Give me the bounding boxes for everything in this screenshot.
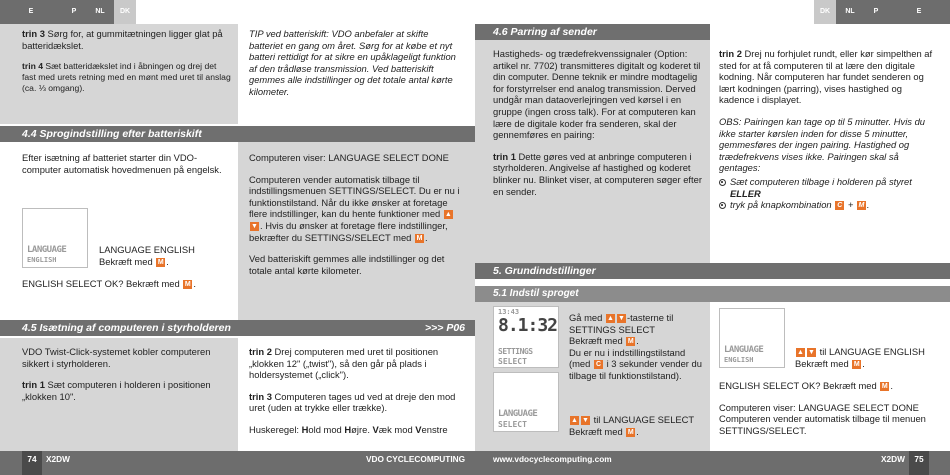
caption-line: Bekræft med (99, 255, 156, 267)
m-key-icon: M (184, 281, 191, 289)
right-footer (475, 451, 950, 475)
down-key-icon: ▼ (617, 315, 625, 323)
c-key-icon: C (595, 361, 601, 369)
s44-col2-p1: Computeren viser: LANGUAGE SELECT DONE (249, 152, 449, 163)
bullet-item: Sæt computeren tilbage i holderen på styret (719, 176, 933, 188)
bullet-or: ELLER (730, 187, 761, 199)
page-number: 74 (22, 451, 42, 475)
lcd-line: SELECT (498, 357, 527, 366)
lcd-line: LANGUAGE (27, 245, 67, 255)
down-key-icon: ▼ (808, 349, 815, 357)
s44-col2-p2b: . Hvis du ønsker at foretage flere indstillinger, bekræfter du SETTINGS/SELECT med (249, 219, 448, 243)
step-text: Dette gøres ved at anbringe computeren i styrholderen. Angivelse af hastighed og koderet blinker nu. Blinket viser, at computeren søger efter en sender. (493, 150, 702, 197)
section-5-heading: 5. Grundindstillinger (475, 263, 950, 279)
step-label: trin 3 (22, 28, 45, 39)
right-text-line: Computeren viser: LANGUAGE SELECT DONE (719, 401, 919, 413)
down-key-icon: ▼ (582, 417, 589, 425)
lcd-language-select (493, 372, 559, 432)
section-5-1-heading: 5.1 Indstil sproget (475, 286, 950, 302)
step-label: trin 3 (249, 390, 272, 402)
s44-col1-p1: Efter isætning af batteriet starter din VDO-computer automatisk hovedmenuen på engelsk. (22, 152, 222, 175)
section-4-5-heading (0, 320, 475, 336)
step-text: Drej computeren med uret til positionen „klokken 12" („twist"), så den går på plads i holdersystemet („click"). (249, 346, 439, 381)
section-title: 4.5 Isætning af computeren i styrholderen (22, 322, 231, 334)
step-text: Sæt computeren i holderen i positionen „klokken 10". (22, 379, 211, 402)
step-label: trin 2 (249, 346, 272, 357)
intro-col1 (22, 28, 232, 104)
lcd-line: LANGUAGE (498, 409, 538, 419)
step-text: Computeren tages ud ved at dreje den mod uret (uden at trykke eller trække). (249, 390, 456, 414)
step-label: trin 1 (22, 379, 45, 391)
right-language-tabs (475, 0, 950, 24)
lang-tab-nl-right: NL (836, 0, 864, 24)
m-key-icon: M (853, 360, 860, 368)
lcd-speed: 8.1:32 (498, 315, 558, 336)
lcd-caption: LANGUAGE ENGLISH Bekræft med M . (99, 244, 239, 267)
battery-tip: TIP ved batteriskift: VDO anbefaler at skifte batteriet en gang om året. Sørg for at købe et nyt batteri rettidigt for at sikre en upåklageligt funktion af den trådløse transmission. Ved batteriskift gemmes alle indstillinger og det totale antal kørte kilometer. (249, 28, 456, 97)
section-4-6-heading: 4.6 Parring af sender (475, 24, 710, 40)
lcd-line: ENGLISH (724, 356, 754, 364)
s51-text-2: ▲ ▼ til LANGUAGE SELECT Bekræft med M . (569, 414, 695, 437)
m-key-icon: M (627, 338, 634, 346)
step-label: trin 4 (22, 61, 44, 72)
bullet-icon (719, 202, 726, 209)
step-text: Drej nu forhjulet rundt, eller kør simpelthen af sted for at få computeren til at lære den digitale kodning. Når computeren har fundet senderen og lært kodningen (parring), vises hastighed og kadence i displayet. (719, 48, 933, 106)
right-text-line: Computeren vender automatisk tilbage til menuen SETTINGS/SELECT. (719, 413, 926, 436)
up-key-icon: ▲ (797, 349, 804, 357)
footer-brand: VDO CYCLECOMPUTING (366, 454, 466, 464)
s51-right-text: ENGLISH SELECT OK? Bekræft med M . Computeren viser: LANGUAGE SELECT DONE Computeren vender automatisk tilbage til menuen SETTINGS/SELECT. (719, 380, 933, 436)
s45-col2 (249, 346, 461, 446)
lang-tab-p: P (62, 0, 86, 24)
lang-tab-p-right: P (864, 0, 888, 24)
m-key-icon: M (157, 258, 164, 266)
lcd-language-english-right (719, 308, 785, 368)
page-ref: >>> P06 (425, 322, 465, 334)
lang-tab-dk-right: DK (814, 0, 836, 24)
step-label: trin 1 (493, 150, 516, 162)
section-4-4-heading: 4.4 Sprogindstilling efter batteriskift (0, 126, 475, 142)
m-key-icon: M (627, 428, 634, 436)
english-select-line: ENGLISH SELECT OK? Bekræft med M . (22, 278, 196, 289)
s45-col1-p1: VDO Twist-Click-systemet kobler computeren sikkert i styrholderen. (22, 346, 211, 369)
lcd-line: LANGUAGE (724, 345, 764, 355)
lcd-line: SETTINGS (498, 347, 533, 356)
s46-col2 (719, 48, 933, 211)
lang-tab-nl: NL (86, 0, 114, 24)
down-key-icon: ▼ (251, 222, 258, 230)
s44-col2-p3: Ved batteriskift gemmes alle indstillinger og det totale antal kørte kilometer. (249, 253, 445, 276)
s51-right-caption: ▲ ▼ til LANGUAGE ENGLISH Bekræft med M . (795, 346, 925, 369)
left-language-tabs (0, 0, 475, 24)
lcd-line: ENGLISH (27, 256, 57, 264)
step-label: trin 2 (719, 48, 742, 59)
lcd-time: 13:43 (498, 308, 520, 316)
step-text: Sørg for, at gummitætningen ligger glat på batteridækslet. (22, 28, 223, 51)
left-footer (0, 451, 475, 475)
up-key-icon: ▲ (606, 315, 614, 323)
mnemonic-rule: Huskeregel: Hold mod Højre. Væk mod Venstre (249, 423, 448, 435)
s45-col1 (22, 346, 232, 412)
lcd-language-english (22, 208, 88, 268)
s46-col1 (493, 48, 703, 207)
caption-line: LANGUAGE ENGLISH (99, 244, 195, 255)
pairing-note: OBS: Pairingen kan tage op til 5 minutter. Hvis du ikke starter kørslen inden for disse 5 minutter, gemmesføres der ingen pairing. Hastighed og trædefrekvens vises ikke. Pairingen skal så gentages: (719, 115, 926, 174)
lcd-line: SELECT (498, 420, 527, 429)
up-key-icon: ▲ (444, 211, 452, 219)
footer-model: X2DW (46, 454, 70, 464)
m-key-icon: M (416, 234, 423, 242)
m-key-icon: M (858, 202, 865, 210)
s44-col2-p2a: Computeren vender automatisk tilbage til indstillingsmenuen SETTINGS/SELECT. Du er nu i funktionstilstand. Når du ikke ønsker at foretage flere indstillinger, kan du hente funktioner med (249, 173, 460, 220)
s51-text-1: Gå med ▲ ▼ -tasterne til SETTINGS SELECT Bekræft med M . Du er nu i indstillingstilstand (med C i 3 sekunder vender du tilbage til funktionstilstand). (569, 312, 702, 381)
s46-col1-p1: Hastigheds- og trædefrekvenssignaler (Option: artikel nr. 7702) transmitteres digitalt og koderet til din computer. Denne teknik er mindre modtagelig for forstyrrelser end analog transmission. Derved undgår man dataoverlejringen ved kørsel i en gruppe (ingen cross talk). For at computeren kan lære de digitale koder fra senderen, skal der gennemføres en pairing: (493, 48, 701, 141)
bullet-icon (719, 179, 726, 186)
s44-col2: Computeren viser: LANGUAGE SELECT DONE Computeren vender automatisk tilbage til indstillingsmenuen SETTINGS/SELECT. Du er nu i funktionstilstand. Når du ikke ønsker at foretage flere indstillinger, kan du hente funktioner med ▲▼ . Hvis du ønsker at foretage flere indstillinger, bekræfter du SETTINGS/SELECT med M . Ved batteriskift gemmes alle indstillinger og det totale antal kørte kilometer. (249, 152, 460, 276)
bullet-item: tryk på knapkombination C + M . (719, 199, 933, 211)
footer-model: X2DW (881, 454, 905, 464)
step-text: Sæt batteridækslet ind i åbningen og drej det fast med urets retning med en mønt med uret til anslag (ca. ⅓ omgang). (22, 61, 231, 94)
lang-tab-e-right: E (888, 0, 950, 24)
lang-tab-dk: DK (114, 0, 136, 24)
c-key-icon: C (837, 202, 843, 210)
m-key-icon: M (881, 383, 888, 391)
up-key-icon: ▲ (571, 417, 578, 425)
english-select-text: ENGLISH SELECT OK? Bekræft med (22, 278, 183, 289)
lcd-settings-select (493, 306, 559, 368)
footer-url[interactable]: www.vdocyclecomputing.com (493, 454, 612, 464)
page-number: 75 (909, 451, 929, 475)
lang-tab-e: E (0, 0, 62, 24)
